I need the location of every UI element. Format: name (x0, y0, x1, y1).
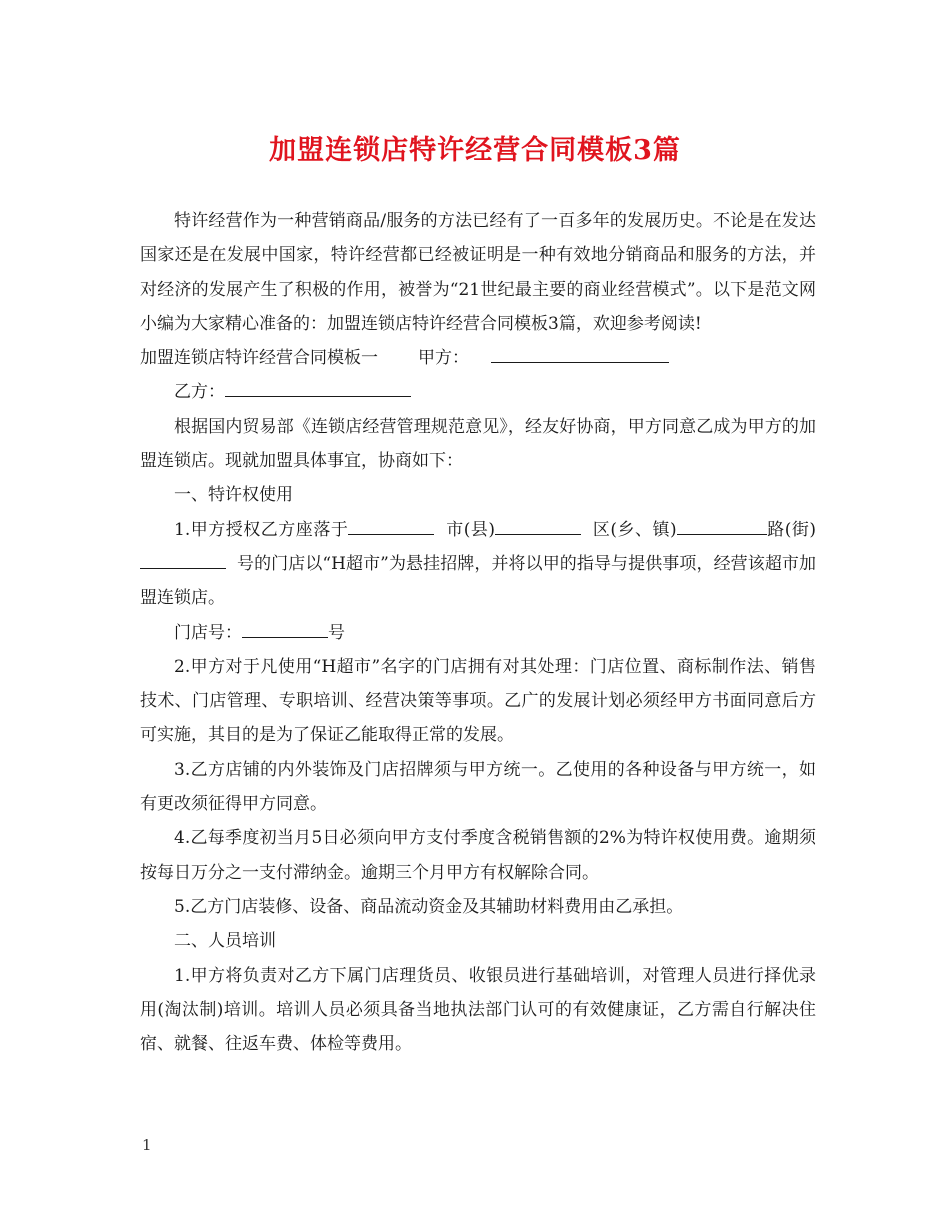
document-body (140, 204, 816, 1061)
clause-1-1-district: 区(乡、镇) (592, 519, 677, 540)
party-a-blank (491, 346, 669, 363)
clause-2-1: 1.甲方将负责对乙方下属门店理货员、收银员进行基础培训，对管理人员进行择优录用(淘汰制)培训。培训人员必须具备当地执法部门认可的有效健康证，乙方需自行解决住宿、就餐、往返车费、体检等费用。 (140, 965, 816, 1055)
store-number-label: 门店号： (174, 622, 242, 643)
party-b-line (140, 375, 816, 409)
party-a-line (140, 341, 816, 375)
template-one-heading: 加盟连锁店特许经营合同模板一 (140, 348, 378, 369)
clause-1-1-rest: 号的门店以“H超市”为悬挂招牌，并将以甲的指导与提供事项，经营该超市加盟连锁店。 (140, 553, 816, 609)
district-blank (495, 518, 581, 535)
party-b-blank (225, 380, 411, 397)
document-title: 加盟连锁店特许经营合同模板3篇 (269, 135, 681, 166)
section-heading-franchise-rights: 一、特许权使用 (174, 485, 293, 506)
city-blank (348, 518, 434, 535)
road-blank (140, 552, 226, 569)
store-number-suffix: 号 (328, 622, 345, 643)
clause-1-2: 2.甲方对于凡使用“H超市”名字的门店拥有对其处理：门店位置、商标制作法、销售技术、门店管理、专职培训、经营决策等事项。乙广的发展计划必须经甲方书面同意后方可实施，其目的是为了保证乙能取得正常的发展。 (140, 656, 816, 746)
clause-1-5: 5.乙方门店装修、设备、商品流动资金及其辅助材料费用由乙承担。 (174, 896, 684, 917)
store-number-blank (242, 621, 328, 638)
clause-1-1 (140, 513, 816, 616)
clause-1-4: 4.乙每季度初当月5日必须向甲方支付季度含税销售额的2%为特许权使用费。逾期须按每日万分之一支付滞纳金。逾期三个月甲方有权解除合同。 (140, 828, 816, 883)
clause-1-1-road: 路(街) (766, 519, 817, 540)
party-b-label: 乙方： (174, 382, 225, 403)
township-blank (677, 518, 767, 535)
page-number: 1 (142, 1136, 152, 1154)
intro-paragraph: 特许经营作为一种营销商品/服务的方法已经有了一百多年的发展历史。不论是在发达国家还是在发展中国家，特许经营都已经被证明是一种有效地分销商品和服务的方法，并对经济的发展产生了积极的作用，被誉为“21世纪最主要的商业经营模式”。以下是范文网小编为大家精心准备的：加盟连锁店特许经营合同模板3篇，欢迎参考阅读! (140, 211, 816, 334)
clause-1-3: 3.乙方店铺的内外装饰及门店招牌须与甲方统一。乙使用的各种设备与甲方统一，如有更改须征得甲方同意。 (140, 759, 816, 815)
party-a-label: 甲方： (418, 348, 469, 369)
store-number-line (140, 616, 816, 650)
clause-1-1-prefix: 1.甲方授权乙方座落于 (174, 519, 349, 540)
section-heading-staff-training: 二、人员培训 (174, 931, 276, 952)
clause-1-1-city: 市(县) (446, 519, 496, 540)
preamble-paragraph: 根据国内贸易部《连锁店经营管理规范意见》，经友好协商，甲方同意乙成为甲方的加盟连锁店。现就加盟具体事宜，协商如下： (140, 416, 816, 472)
